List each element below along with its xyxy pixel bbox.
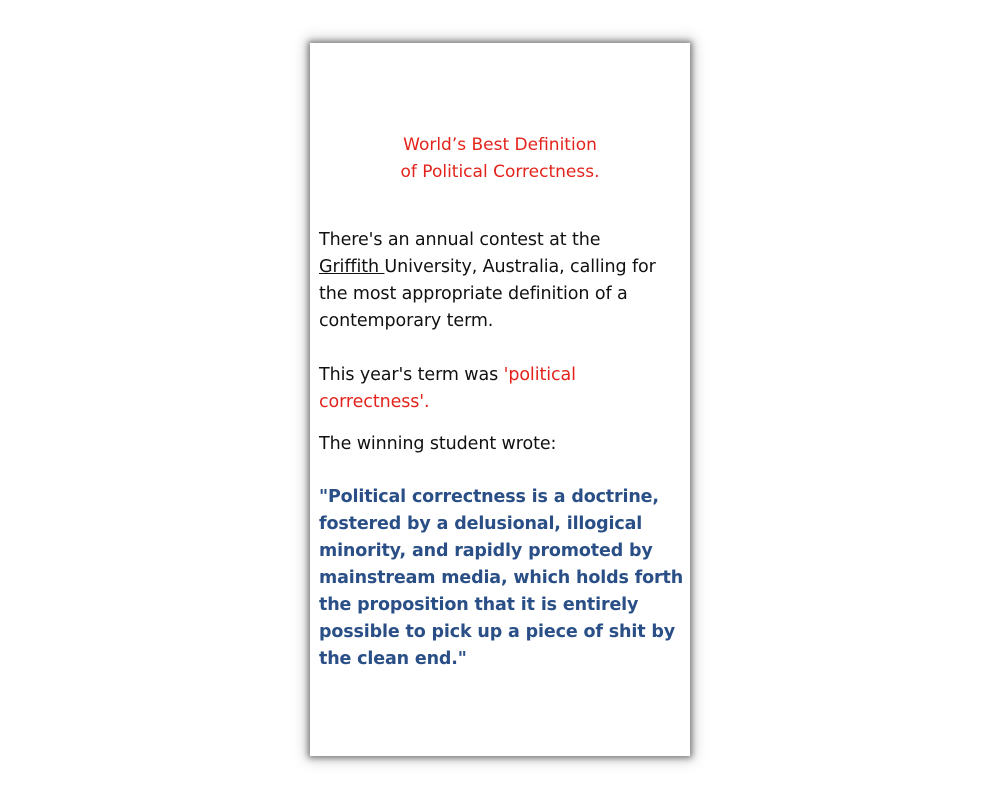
intro-line-2	[319, 254, 684, 281]
intro-line-3: the most appropriate definition of a	[319, 284, 628, 304]
winner-intro-paragraph	[319, 431, 684, 458]
term-paragraph	[319, 362, 684, 416]
quote-line: possible to pick up a piece of shit by	[319, 622, 675, 642]
quote-line: fostered by a delusional, illogical	[319, 514, 643, 534]
quote-line: the proposition that it is entirely	[319, 595, 639, 615]
term-highlight-1: 'political	[503, 365, 576, 385]
intro-paragraph	[319, 227, 684, 335]
intro-line-1: There's an annual contest at the	[319, 230, 601, 250]
winner-intro-text: The winning student wrote:	[319, 434, 557, 454]
quote-line: mainstream media, which holds forth	[319, 568, 684, 588]
term-highlight-2: correctness'.	[319, 392, 430, 412]
quote-line: the clean end."	[319, 649, 467, 669]
intro-line-4: contemporary term.	[319, 311, 494, 331]
title-line-1: World’s Best Definition	[403, 135, 597, 155]
title-line-2: of Political Correctness.	[400, 162, 600, 182]
griffith-underlined-text: Griffith	[319, 257, 385, 277]
document-title	[310, 132, 690, 186]
intro-line-2-rest: University, Australia, calling for	[384, 257, 656, 277]
quote-line: minority, and rapidly promoted by	[319, 541, 653, 561]
quote-line: "Political correctness is a doctrine,	[319, 487, 659, 507]
winning-quote	[319, 484, 684, 673]
term-line-1	[319, 362, 684, 389]
document-page	[310, 43, 690, 756]
term-prefix: This year's term was	[319, 365, 504, 385]
